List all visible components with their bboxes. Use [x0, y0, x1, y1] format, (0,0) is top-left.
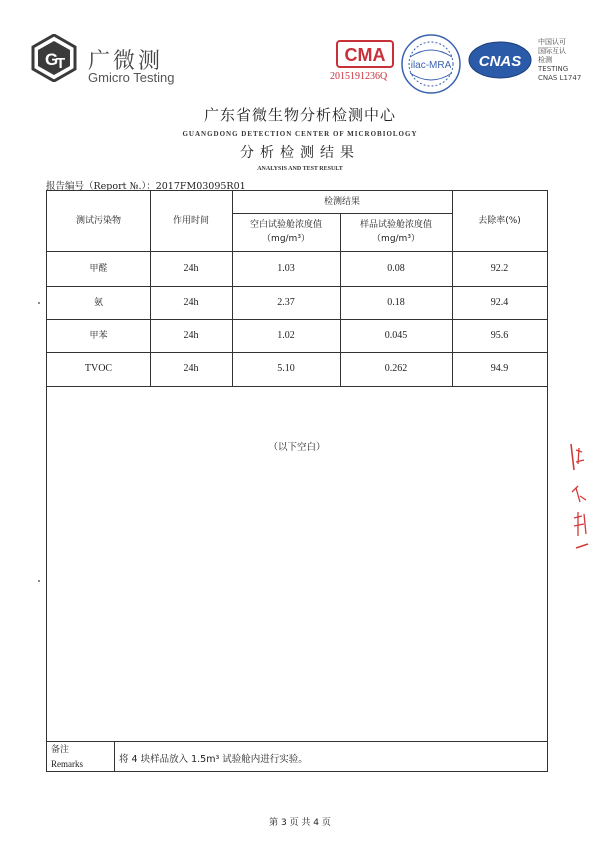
scan-speck [38, 580, 40, 582]
center-title-en: GUANGDONG DETECTION CENTER OF MICROBIOLOGY [182, 130, 418, 138]
cnas-text-line: CNAS L1747 [538, 74, 582, 82]
report-title-en: ANALYSIS AND TEST RESULT [257, 166, 343, 172]
row-removal-value: 92.4 [490, 296, 509, 308]
remarks-label-cn: 备注 [51, 745, 70, 755]
ilac-mra-logo [400, 33, 462, 95]
header-result: 检测结果 [323, 197, 360, 207]
row-removal-value: 95.6 [490, 329, 509, 341]
report-title-cn: 分析检测结果 [240, 145, 360, 161]
page-number: 第 3 页 共 4 页 [269, 818, 331, 828]
header-blank-unit: （mg/m³） [262, 234, 310, 244]
results-table [46, 190, 548, 772]
row-removal-value: 94.9 [490, 363, 509, 374]
header-time: 作用时间 [172, 216, 209, 226]
header-pollutant: 测试污染物 [75, 216, 121, 226]
header-sample-unit: （mg/m³） [372, 234, 420, 244]
row-time: 24h [183, 262, 199, 274]
cma-number: 2015191236Q [330, 71, 388, 82]
row-sample-value: 0.18 [387, 296, 405, 308]
row-removal-value: 92.2 [490, 262, 509, 274]
header-blank-label: 空白试验舱浓度值 [249, 220, 322, 230]
svg-text:T: T [56, 55, 66, 72]
seal-fragment-icon [568, 440, 592, 560]
remarks-label-en: Remarks [51, 759, 83, 769]
row-time: 24h [183, 363, 199, 374]
row-pollutant: 甲醛 [89, 263, 108, 274]
cnas-text-line: 中国认可 [538, 38, 566, 46]
scan-speck [38, 302, 40, 304]
cnas-accreditation-text [538, 38, 581, 83]
report-number: 报告编号（Report №.）：2017FM03095R01 [46, 181, 246, 192]
row-pollutant: 氨 [93, 297, 103, 308]
remarks-text: 将 4 块样品放入 1.5m³ 试验舱内进行实验。 [119, 754, 308, 765]
row-sample-value: 0.045 [384, 329, 408, 341]
brand-name-cn: 广微测 [88, 49, 164, 74]
table-rule [114, 741, 115, 771]
table-rule [47, 741, 547, 742]
row-time: 24h [183, 296, 199, 308]
row-blank-value: 5.10 [277, 363, 295, 374]
row-blank-value: 2.37 [277, 296, 295, 308]
header-removal-rate: 去除率(%) [478, 216, 521, 226]
header-blank-concentration [232, 213, 340, 251]
row-sample-value: 0.262 [384, 363, 408, 374]
center-title-cn: 广东省微生物分析检测中心 [203, 106, 396, 124]
svg-text:ilac-MRA: ilac-MRA [410, 60, 452, 71]
cnas-logo [468, 40, 532, 80]
brand-name-en: Gmicro Testing [88, 70, 175, 85]
svg-text:CMA: CMA [344, 45, 386, 65]
svg-text:G: G [45, 50, 59, 69]
row-pollutant: 甲苯 [89, 330, 108, 341]
row-blank-value: 1.02 [277, 329, 295, 341]
cma-logo [336, 40, 394, 68]
table-rule [47, 386, 547, 387]
remarks-label [51, 743, 83, 771]
row-blank-value: 1.03 [277, 262, 295, 274]
header-sample-concentration [340, 213, 452, 251]
row-pollutant: TVOC [84, 363, 113, 374]
cnas-text-line: 国际互认 [538, 47, 566, 55]
row-sample-value: 0.08 [387, 262, 405, 274]
cnas-text-line: TESTING [538, 65, 569, 73]
gmicro-testing-logo [30, 34, 78, 82]
svg-text:CNAS: CNAS [478, 53, 522, 70]
blank-below-note: （以下空白） [268, 442, 326, 453]
cnas-text-line: 检测 [538, 56, 552, 64]
header-sample-label: 样品试验舱浓度值 [359, 220, 432, 230]
row-time: 24h [183, 329, 199, 341]
